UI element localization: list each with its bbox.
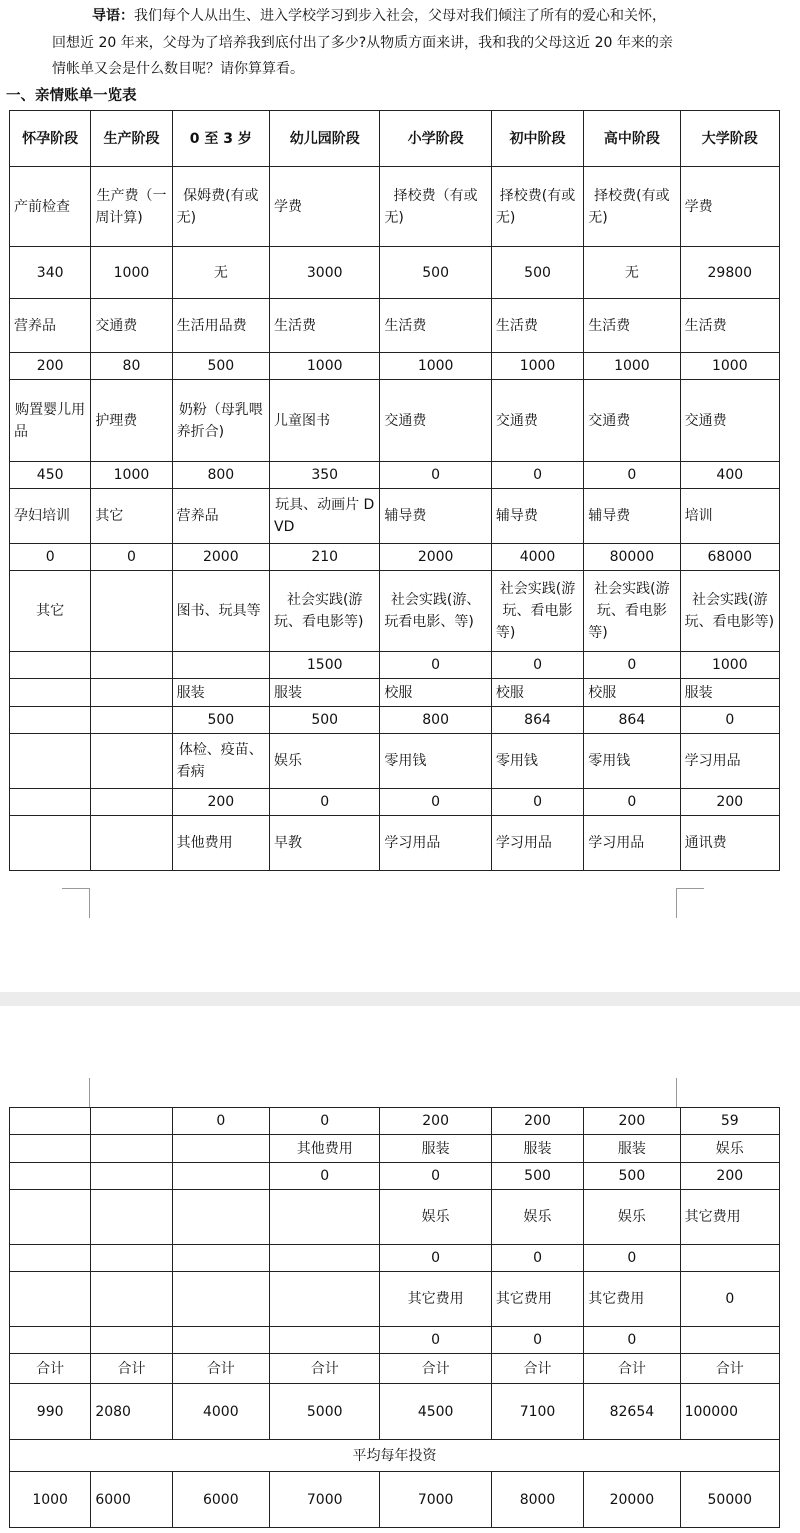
section-title: 一、亲情账单一览表 bbox=[6, 88, 137, 104]
ledger-cell: 1000 bbox=[380, 353, 491, 380]
ledger-cell: 合计 bbox=[10, 1354, 91, 1384]
average-value-cell: 7000 bbox=[270, 1472, 380, 1528]
ledger-cell bbox=[10, 679, 91, 707]
ledger-cell: 其他费用 bbox=[172, 816, 269, 871]
ledger-cell: 合计 bbox=[91, 1354, 172, 1384]
ledger-cell: 0 bbox=[380, 1327, 491, 1354]
ledger-cell: 500 bbox=[270, 707, 380, 734]
ledger-cell: 0 bbox=[584, 1245, 680, 1272]
ledger-cell: 0 bbox=[172, 1108, 269, 1135]
ledger-cell: 营养品 bbox=[172, 489, 269, 544]
ledger-cell: 生活用品费 bbox=[172, 299, 269, 353]
ledger-cell: 幼儿园阶段 bbox=[270, 111, 380, 167]
ledger-cell bbox=[270, 1245, 380, 1272]
ledger-cell: 210 bbox=[270, 544, 380, 571]
ledger-cell: 孕妇培训 bbox=[10, 489, 91, 544]
ledger-cell: 服装 bbox=[380, 1135, 491, 1163]
ledger-cell bbox=[10, 816, 91, 871]
ledger-cell bbox=[172, 1327, 269, 1354]
ledger-cell: 0 bbox=[680, 1272, 779, 1327]
average-value-cell: 8000 bbox=[491, 1472, 583, 1528]
ledger-cell: 1500 bbox=[270, 652, 380, 679]
average-value-cell: 6000 bbox=[91, 1472, 172, 1528]
table-row bbox=[10, 1327, 780, 1354]
ledger-cell bbox=[172, 1135, 269, 1163]
ledger-cell: 0 bbox=[380, 652, 491, 679]
ledger-cell: 2000 bbox=[380, 544, 491, 571]
ledger-cell: 0 bbox=[584, 652, 680, 679]
ledger-cell: 娱乐 bbox=[680, 1135, 779, 1163]
ledger-cell: 864 bbox=[491, 707, 583, 734]
ledger-cell: 5000 bbox=[270, 1384, 380, 1440]
table-row bbox=[10, 789, 780, 816]
ledger-cell: 合计 bbox=[680, 1354, 779, 1384]
document-page-2 bbox=[0, 1006, 800, 1533]
ledger-cell: 29800 bbox=[680, 247, 779, 299]
ledger-cell: 护理费 bbox=[91, 380, 172, 462]
ledger-cell: 340 bbox=[10, 247, 91, 299]
table-row bbox=[10, 679, 780, 707]
ledger-cell: 早教 bbox=[270, 816, 380, 871]
ledger-cell: 0 bbox=[491, 789, 583, 816]
ledger-cell bbox=[91, 816, 172, 871]
ledger-cell: 辅导费 bbox=[584, 489, 680, 544]
ledger-cell: 400 bbox=[680, 462, 779, 489]
ledger-cell: 0 bbox=[491, 1245, 583, 1272]
ledger-cell: 生活费 bbox=[270, 299, 380, 353]
ledger-cell: 0 bbox=[270, 789, 380, 816]
ledger-cell: 1000 bbox=[91, 462, 172, 489]
ledger-cell: 500 bbox=[380, 247, 491, 299]
ledger-cell: 怀孕阶段 bbox=[10, 111, 91, 167]
ledger-cell bbox=[172, 1245, 269, 1272]
ledger-cell: 4000 bbox=[172, 1384, 269, 1440]
average-value-cell: 50000 bbox=[680, 1472, 779, 1528]
ledger-cell bbox=[270, 1272, 380, 1327]
ledger-cell: 社会实践(游玩、看电影等) bbox=[270, 571, 380, 652]
ledger-cell: 购置婴儿用品 bbox=[10, 380, 91, 462]
ledger-cell: 0 bbox=[380, 1245, 491, 1272]
ledger-cell: 3000 bbox=[270, 247, 380, 299]
ledger-cell: 0 至 3 岁 bbox=[172, 111, 269, 167]
ledger-cell: 1000 bbox=[680, 353, 779, 380]
ledger-cell: 0 bbox=[270, 1108, 380, 1135]
ledger-cell: 玩具、动画片 DVD bbox=[270, 489, 380, 544]
ledger-cell: 娱乐 bbox=[491, 1190, 583, 1245]
ledger-cell bbox=[91, 1272, 172, 1327]
table-row bbox=[10, 571, 780, 652]
family-ledger-table bbox=[9, 110, 780, 871]
ledger-cell: 450 bbox=[10, 462, 91, 489]
ledger-cell: 4000 bbox=[491, 544, 583, 571]
table-row bbox=[10, 1163, 780, 1190]
ledger-cell: 辅导费 bbox=[380, 489, 491, 544]
ledger-cell: 交通费 bbox=[584, 380, 680, 462]
ledger-cell: 0 bbox=[270, 1163, 380, 1190]
ledger-cell: 学习用品 bbox=[491, 816, 583, 871]
ledger-cell bbox=[680, 1327, 779, 1354]
average-value-cell: 6000 bbox=[172, 1472, 269, 1528]
table-row bbox=[10, 247, 780, 299]
ledger-cell bbox=[10, 1272, 91, 1327]
ledger-cell: 生活费 bbox=[491, 299, 583, 353]
ledger-cell: 其它费用 bbox=[380, 1272, 491, 1327]
ledger-cell: 小学阶段 bbox=[380, 111, 491, 167]
ledger-cell: 择校费（有或无) bbox=[380, 167, 491, 247]
ledger-cell: 1000 bbox=[91, 247, 172, 299]
ledger-cell: 通讯费 bbox=[680, 816, 779, 871]
ledger-cell bbox=[91, 571, 172, 652]
ledger-cell: 大学阶段 bbox=[680, 111, 779, 167]
table-row bbox=[10, 462, 780, 489]
ledger-cell: 辅导费 bbox=[491, 489, 583, 544]
ledger-cell bbox=[270, 1327, 380, 1354]
ledger-cell: 服装 bbox=[172, 679, 269, 707]
ledger-cell: 80000 bbox=[584, 544, 680, 571]
page-corner-mark-left bbox=[62, 1078, 90, 1107]
ledger-cell: 200 bbox=[584, 1108, 680, 1135]
ledger-cell bbox=[91, 707, 172, 734]
ledger-cell: 其它费用 bbox=[584, 1272, 680, 1327]
ledger-cell: 生活费 bbox=[380, 299, 491, 353]
page-corner-mark-left bbox=[62, 888, 90, 918]
ledger-cell: 其它费用 bbox=[680, 1190, 779, 1245]
ledger-cell: 产前检查 bbox=[10, 167, 91, 247]
table-row bbox=[10, 707, 780, 734]
ledger-cell: 350 bbox=[270, 462, 380, 489]
ledger-cell: 校服 bbox=[380, 679, 491, 707]
ledger-cell bbox=[91, 734, 172, 789]
ledger-cell: 培训 bbox=[680, 489, 779, 544]
ledger-cell: 其他费用 bbox=[270, 1135, 380, 1163]
ledger-cell: 100000 bbox=[680, 1384, 779, 1440]
ledger-cell bbox=[10, 1108, 91, 1135]
ledger-cell: 200 bbox=[172, 789, 269, 816]
ledger-cell: 合计 bbox=[584, 1354, 680, 1384]
ledger-cell: 1000 bbox=[491, 353, 583, 380]
ledger-cell bbox=[172, 652, 269, 679]
intro-paragraph bbox=[52, 3, 752, 83]
average-label-row bbox=[10, 1440, 780, 1472]
ledger-cell bbox=[172, 1163, 269, 1190]
ledger-cell: 学费 bbox=[680, 167, 779, 247]
ledger-cell: 服装 bbox=[270, 679, 380, 707]
table-row bbox=[10, 299, 780, 353]
ledger-cell: 0 bbox=[380, 789, 491, 816]
ledger-cell: 0 bbox=[584, 462, 680, 489]
ledger-cell: 奶粉（母乳喂养折合) bbox=[172, 380, 269, 462]
ledger-cell: 服装 bbox=[584, 1135, 680, 1163]
table-row bbox=[10, 1190, 780, 1245]
ledger-cell: 保姆费(有或无) bbox=[172, 167, 269, 247]
ledger-cell: 500 bbox=[491, 247, 583, 299]
ledger-cell: 500 bbox=[172, 353, 269, 380]
ledger-cell: 0 bbox=[10, 544, 91, 571]
ledger-cell bbox=[91, 1190, 172, 1245]
ledger-cell bbox=[91, 1163, 172, 1190]
ledger-cell: 生活费 bbox=[680, 299, 779, 353]
ledger-cell: 2000 bbox=[172, 544, 269, 571]
ledger-cell: 初中阶段 bbox=[491, 111, 583, 167]
ledger-cell: 择校费(有或无) bbox=[584, 167, 680, 247]
ledger-cell: 社会实践(游玩、看电影等) bbox=[584, 571, 680, 652]
ledger-cell: 200 bbox=[10, 353, 91, 380]
ledger-cell bbox=[10, 1327, 91, 1354]
ledger-cell: 儿童图书 bbox=[270, 380, 380, 462]
ledger-cell: 娱乐 bbox=[584, 1190, 680, 1245]
table-header-row bbox=[10, 111, 780, 167]
ledger-cell: 0 bbox=[91, 544, 172, 571]
ledger-cell: 学习用品 bbox=[584, 816, 680, 871]
ledger-cell bbox=[91, 679, 172, 707]
ledger-cell: 高中阶段 bbox=[584, 111, 680, 167]
ledger-cell: 2080 bbox=[91, 1384, 172, 1440]
ledger-cell: 合计 bbox=[172, 1354, 269, 1384]
table-row bbox=[10, 1135, 780, 1163]
table-row bbox=[10, 544, 780, 571]
ledger-cell: 生产费（一周计算) bbox=[91, 167, 172, 247]
ledger-cell bbox=[91, 1108, 172, 1135]
ledger-cell: 800 bbox=[380, 707, 491, 734]
ledger-cell: 零用钱 bbox=[491, 734, 583, 789]
ledger-cell: 990 bbox=[10, 1384, 91, 1440]
ledger-cell: 200 bbox=[680, 789, 779, 816]
ledger-cell: 社会实践(游玩、看电影等) bbox=[680, 571, 779, 652]
ledger-cell: 无 bbox=[172, 247, 269, 299]
ledger-cell: 无 bbox=[584, 247, 680, 299]
intro-line-2: 回想近 20 年来，父母为了培养我到底付出了多少?从物质方面来讲，我和我的父母这近 20 年来的亲 bbox=[52, 34, 673, 51]
ledger-cell: 0 bbox=[584, 1327, 680, 1354]
ledger-cell: 服装 bbox=[491, 1135, 583, 1163]
ledger-cell: 合计 bbox=[491, 1354, 583, 1384]
table-row bbox=[10, 1108, 780, 1135]
ledger-cell: 59 bbox=[680, 1108, 779, 1135]
ledger-cell: 1000 bbox=[584, 353, 680, 380]
ledger-cell: 500 bbox=[491, 1163, 583, 1190]
ledger-cell: 0 bbox=[380, 1163, 491, 1190]
table-row bbox=[10, 380, 780, 462]
ledger-cell: 社会实践(游、玩看电影、等) bbox=[380, 571, 491, 652]
ledger-cell: 80 bbox=[91, 353, 172, 380]
intro-lead-label: 导语： bbox=[92, 8, 134, 24]
ledger-cell: 0 bbox=[491, 1327, 583, 1354]
ledger-cell bbox=[270, 1190, 380, 1245]
ledger-cell: 交通费 bbox=[491, 380, 583, 462]
ledger-cell: 500 bbox=[172, 707, 269, 734]
ledger-cell bbox=[91, 1245, 172, 1272]
ledger-cell: 200 bbox=[380, 1108, 491, 1135]
ledger-cell: 4500 bbox=[380, 1384, 491, 1440]
average-value-cell: 20000 bbox=[584, 1472, 680, 1528]
ledger-cell: 学习用品 bbox=[380, 816, 491, 871]
ledger-cell: 娱乐 bbox=[380, 1190, 491, 1245]
ledger-cell bbox=[10, 1163, 91, 1190]
table-row bbox=[10, 734, 780, 789]
ledger-cell bbox=[10, 734, 91, 789]
ledger-cell: 图书、玩具等 bbox=[172, 571, 269, 652]
page-gap bbox=[0, 992, 800, 1006]
ledger-cell bbox=[10, 1245, 91, 1272]
ledger-cell: 生活费 bbox=[584, 299, 680, 353]
ledger-cell bbox=[10, 652, 91, 679]
ledger-cell: 1000 bbox=[270, 353, 380, 380]
ledger-cell bbox=[91, 652, 172, 679]
page-corner-mark-right bbox=[676, 1078, 704, 1107]
ledger-cell: 0 bbox=[680, 707, 779, 734]
ledger-cell: 0 bbox=[491, 652, 583, 679]
ledger-cell: 娱乐 bbox=[270, 734, 380, 789]
ledger-cell: 0 bbox=[380, 462, 491, 489]
ledger-cell bbox=[10, 1190, 91, 1245]
ledger-cell: 学费 bbox=[270, 167, 380, 247]
ledger-cell: 交通费 bbox=[680, 380, 779, 462]
ledger-cell: 其它费用 bbox=[491, 1272, 583, 1327]
ledger-cell: 社会实践(游玩、看电影等) bbox=[491, 571, 583, 652]
ledger-cell: 82654 bbox=[584, 1384, 680, 1440]
ledger-cell: 服装 bbox=[680, 679, 779, 707]
ledger-cell: 合计 bbox=[270, 1354, 380, 1384]
average-value-cell: 7000 bbox=[380, 1472, 491, 1528]
ledger-cell: 0 bbox=[491, 462, 583, 489]
ledger-cell: 500 bbox=[584, 1163, 680, 1190]
ledger-cell: 7100 bbox=[491, 1384, 583, 1440]
ledger-cell bbox=[10, 707, 91, 734]
table-row bbox=[10, 1245, 780, 1272]
ledger-cell bbox=[172, 1190, 269, 1245]
page-corner-mark-right bbox=[676, 888, 704, 918]
ledger-cell: 合计 bbox=[380, 1354, 491, 1384]
family-ledger-table-continued bbox=[9, 1107, 780, 1528]
ledger-cell: 营养品 bbox=[10, 299, 91, 353]
ledger-cell: 1000 bbox=[680, 652, 779, 679]
ledger-cell: 校服 bbox=[584, 679, 680, 707]
ledger-cell: 0 bbox=[584, 789, 680, 816]
table-row bbox=[10, 353, 780, 380]
ledger-cell: 交通费 bbox=[380, 380, 491, 462]
ledger-cell: 零用钱 bbox=[584, 734, 680, 789]
intro-line-3: 情帐单又会是什么数目呢？请你算算看。 bbox=[52, 61, 304, 77]
ledger-cell: 体检、疫苗、看病 bbox=[172, 734, 269, 789]
ledger-cell bbox=[680, 1245, 779, 1272]
ledger-cell bbox=[10, 789, 91, 816]
ledger-cell: 零用钱 bbox=[380, 734, 491, 789]
ledger-cell: 200 bbox=[680, 1163, 779, 1190]
table-row bbox=[10, 489, 780, 544]
ledger-cell: 生产阶段 bbox=[91, 111, 172, 167]
ledger-cell: 其它 bbox=[10, 571, 91, 652]
table-row bbox=[10, 652, 780, 679]
average-value-cell: 1000 bbox=[10, 1472, 91, 1528]
table-row bbox=[10, 1272, 780, 1327]
table-row bbox=[10, 167, 780, 247]
ledger-cell: 其它 bbox=[91, 489, 172, 544]
ledger-cell bbox=[172, 1272, 269, 1327]
ledger-cell bbox=[91, 1135, 172, 1163]
ledger-cell bbox=[91, 789, 172, 816]
average-value-row bbox=[10, 1472, 780, 1528]
ledger-cell: 68000 bbox=[680, 544, 779, 571]
ledger-cell: 择校费(有或无) bbox=[491, 167, 583, 247]
ledger-cell bbox=[10, 1135, 91, 1163]
average-label: 平均每年投资 bbox=[10, 1440, 780, 1472]
total-label-row bbox=[10, 1354, 780, 1384]
total-value-row bbox=[10, 1384, 780, 1440]
ledger-cell: 200 bbox=[491, 1108, 583, 1135]
ledger-cell: 864 bbox=[584, 707, 680, 734]
intro-line-1: 我们每个人从出生、进入学校学习到步入社会，父母对我们倾注了所有的爱心和关怀， bbox=[134, 8, 666, 24]
table-row bbox=[10, 816, 780, 871]
ledger-cell: 交通费 bbox=[91, 299, 172, 353]
ledger-cell bbox=[91, 1327, 172, 1354]
ledger-cell: 800 bbox=[172, 462, 269, 489]
ledger-cell: 学习用品 bbox=[680, 734, 779, 789]
ledger-cell: 校服 bbox=[491, 679, 583, 707]
